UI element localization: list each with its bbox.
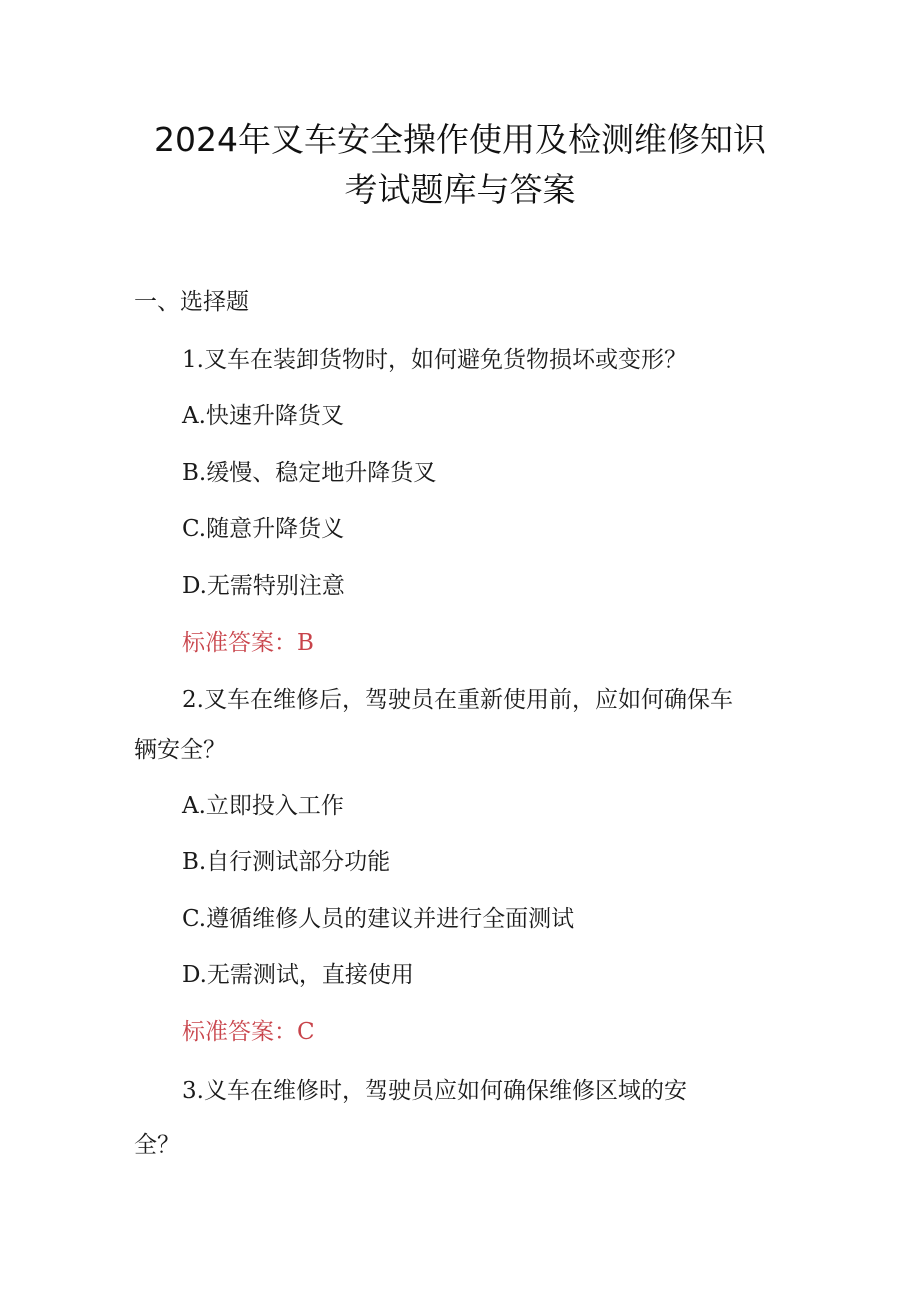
question-1-option-d: D.无需特别注意 [182, 573, 345, 599]
question-2-option-b: B.自行测试部分功能 [182, 849, 391, 875]
question-1-option-a: A.快速升降货叉 [182, 403, 344, 429]
question-2-option-a: A.立即投入工作 [182, 793, 344, 819]
question-3-stem-line-2: 全？ [134, 1132, 180, 1158]
question-1-option-b: B.缓慢、稳定地升降货叉 [182, 460, 437, 486]
question-2-option-d: D.无需测试，直接使用 [182, 962, 414, 988]
question-1-option-c: C.随意升降货义 [182, 516, 345, 542]
question-1-stem: 1.叉车在装卸货物时，如何避免货物损坏或变形？ [182, 347, 687, 373]
section-heading: 一、选择题 [134, 289, 249, 315]
question-2-stem-line-2: 辆安全？ [134, 737, 226, 763]
question-1-answer: 标准答案：B [182, 630, 314, 656]
question-2-stem-line-1: 2.叉车在维修后，驾驶员在重新使用前，应如何确保车 [182, 687, 733, 713]
question-3-stem-line-1: 3.义车在维修时，驾驶员应如何确保维修区域的安 [182, 1078, 687, 1104]
question-2-answer: 标准答案：C [182, 1019, 315, 1045]
document-title-line-1: 2024年叉车安全操作使用及检测维修知识 [154, 120, 766, 159]
question-2-option-c: C.遵循维修人员的建议并进行全面测试 [182, 906, 575, 932]
document-title-line-2: 考试题库与答案 [344, 170, 576, 209]
